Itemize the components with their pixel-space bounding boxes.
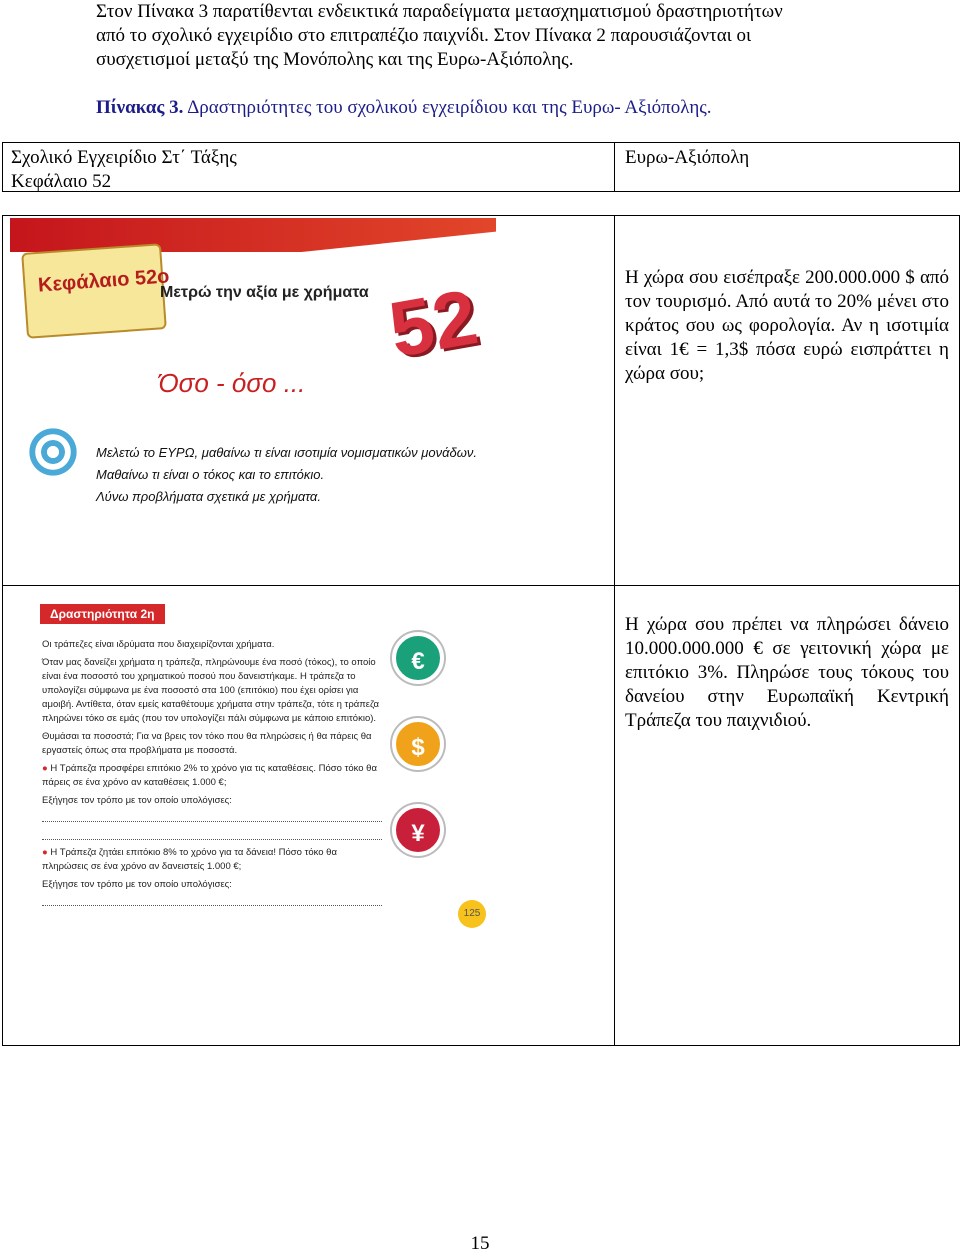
- intro-line: συσχετισμοί μεταξύ της Μονόπολης και της Ευρω-Αξιόπολης.: [96, 49, 574, 70]
- intro-line: από το σχολικό εγχειρίδιο στο επιτραπέζιο παιχνίδι. Στον Πίνακα 2 παρουσιάζονται οι: [96, 25, 752, 46]
- caption-label: Πίνακας 3.: [96, 97, 184, 118]
- table-cell-loan-task: Η χώρα σου πρέπει να πληρώσει δάνειο 10.000.000.000 € σε γειτονική χώρα με επιτόκιο 3%. Πληρώσε τους τόκους του δανείου στην Ευρωπαϊκή Κεντρική Τράπεζα του παιχνιδιού.: [614, 585, 960, 1046]
- table-cell-tourism-task: Η χώρα σου εισέπραξε 200.000.000 $ από τον τουρισμό. Από αυτά το 20% μένει στο κράτος σου ως φορολογία. Αν η ισοτιμία είναι 1€ = 1,3$ πόσα ευρώ εισπράττει η χώρα σου;: [614, 215, 960, 586]
- bullet-icon: ●: [42, 847, 51, 858]
- yen-coin-icon: ¥: [392, 804, 444, 856]
- dollar-coin-icon: $: [392, 718, 444, 770]
- caption-text: Δραστηριότητες του σχολικού εγχειρίδιου και της Ευρω- Αξιόπολης.: [183, 97, 712, 118]
- explain-label: Εξήγησε τον τρόπο με τον οποίο υπολόγισες:: [42, 879, 232, 890]
- table-caption: [96, 96, 712, 120]
- page-sun-icon: 125: [458, 900, 486, 928]
- header-left-line2: Κεφάλαιο 52: [11, 171, 112, 192]
- objective-item: Μαθαίνω τι είναι ο τόκος και το επιτόκιο.: [96, 467, 325, 482]
- oso-text: Όσο - όσο ...: [158, 368, 306, 398]
- activity-text: [42, 638, 382, 912]
- activity-image: [40, 598, 490, 958]
- question-text: Η Τράπεζα ζητάει επιτόκιο 8% το χρόνο για τα δάνεια! Πόσο τόκο θα πληρώσεις σε ένα χρόνο αν δανειστείς 1.000 €;: [42, 847, 337, 872]
- explain-label: Εξήγησε τον τρόπο με τον οποίο υπολόγισες:: [42, 795, 232, 806]
- activity-tag: Δραστηριότητα 2η: [40, 604, 165, 624]
- question-2: [42, 846, 382, 874]
- chapter-title: Μετρώ την αξία με χρήματα: [160, 284, 369, 301]
- red-banner: [10, 218, 496, 252]
- objective-item: Λύνω προβλήματα σχετικά με χρήματα.: [96, 489, 321, 504]
- answer-line: [42, 828, 382, 840]
- objectives-list: [96, 442, 477, 508]
- table-header-left: [2, 142, 615, 192]
- activity-paragraph: Όταν μας δανείζει χρήματα η τράπεζα, πληρώνουμε ένα ποσό (τόκος), το οποίο είναι ένα ποσοστό του χρηματικού ποσού που δανειστήκαμε. Η τράπεζα το υπολογίζει σύμφωνα με ένα ποσοστό στα 100 (επιτόκιο) που έχει ορίσει για αμοιβή. Αντίθετα, όταν εμείς καταθέτουμε χρήματα στην τράπεζα, τότε η τράπεζα πληρώνει τόκο σε εμάς (που τον υπολογίζει πάλι σύμφωνα με κάποιο επιτόκιο).: [42, 657, 380, 724]
- answer-line: [42, 810, 382, 822]
- intro-line: Στον Πίνακα 3 παρατίθενται ενδεικτικά παραδείγματα μετασχηματισμού δραστηριοτήτων: [96, 1, 783, 22]
- number-52-illustration: 52: [382, 272, 484, 374]
- chapter-image: [10, 218, 496, 528]
- question-text: Η Τράπεζα προσφέρει επιτόκιο 2% το χρόνο για τις καταθέσεις. Πόσο τόκο θα πάρεις σε ένα χρόνο αν καταθέσεις 1.000 €;: [42, 763, 377, 788]
- answer-line: [42, 894, 382, 906]
- page-number: 15: [470, 1233, 490, 1254]
- intro-paragraph: [96, 0, 866, 72]
- objective-item: Μελετώ το ΕΥΡΩ, μαθαίνω τι είναι ισοτιμία νομισματικών μονάδων.: [96, 445, 477, 460]
- chapter-label: Κεφάλαιο 52ο: [37, 265, 171, 297]
- target-icon: [28, 422, 78, 482]
- activity-paragraph: Οι τράπεζες είναι ιδρύματα που διαχειρίζονται χρήματα.: [42, 639, 275, 650]
- question-1: [42, 762, 382, 790]
- euro-coin-icon: €: [392, 632, 444, 684]
- table-header-right: Ευρω-Αξιόπολη: [614, 142, 960, 192]
- activity-paragraph: Θυμάσαι τα ποσοστά; Για να βρεις τον τόκο που θα πληρώσεις ή θα πάρεις θα εργαστείς όπως στα προβλήματα με ποσοστά.: [42, 731, 372, 756]
- bullet-icon: ●: [42, 763, 51, 774]
- header-left-line1: Σχολικό Εγχειρίδιο Στ΄ Τάξης: [11, 147, 237, 168]
